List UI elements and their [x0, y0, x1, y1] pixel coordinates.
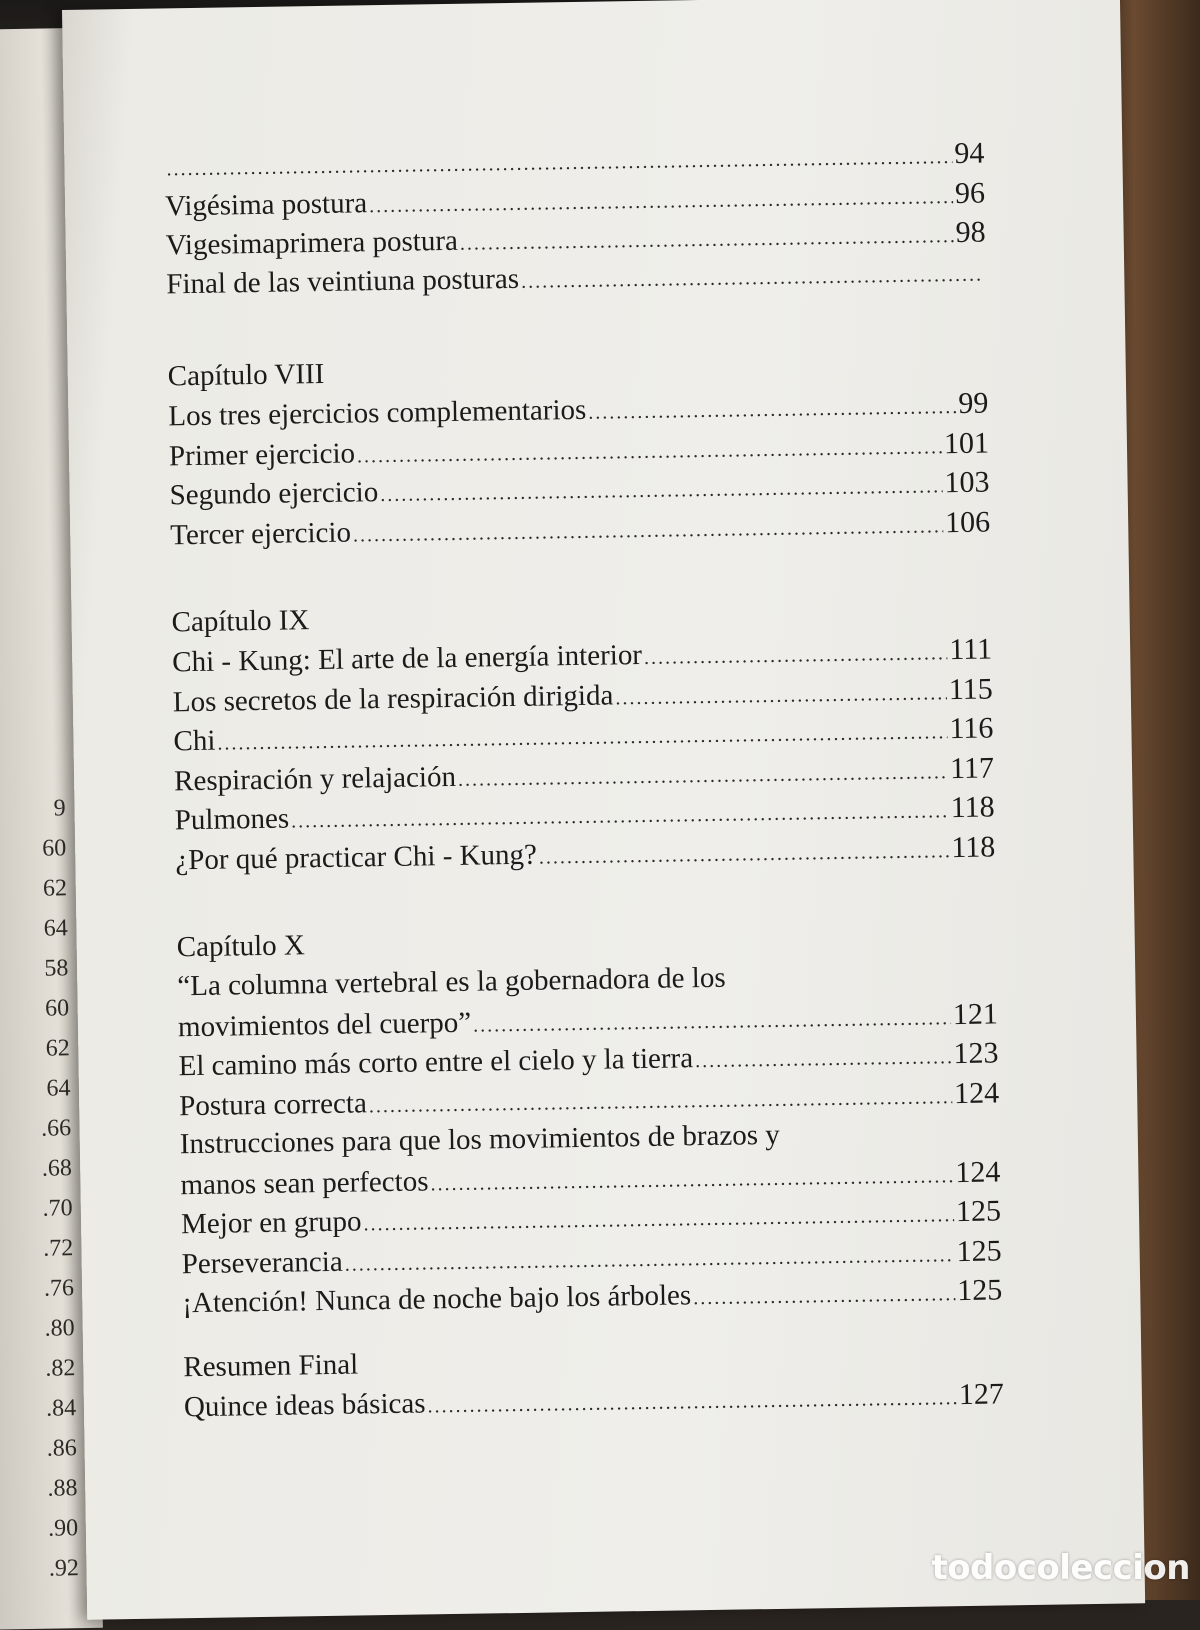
toc-page-number: 101: [943, 425, 990, 460]
toc-page-number: 116: [949, 711, 994, 746]
left-page-number: 9: [53, 795, 66, 822]
left-page-number: .90: [47, 1515, 79, 1542]
toc-entry-label-line: Instrucciones para que los movimientos de brazos y: [179, 1118, 780, 1161]
left-page-number: 64: [46, 1075, 71, 1102]
toc-entry-label: Segundo ejercicio: [169, 476, 379, 512]
left-page-number: .86: [46, 1435, 77, 1462]
toc-page-number: 98: [955, 215, 986, 249]
leader-dots: [588, 388, 957, 433]
left-page-number: .88: [47, 1475, 78, 1502]
toc-page-number: 125: [956, 1273, 1003, 1308]
leader-dots: [521, 255, 985, 302]
toc-entry-label: movimientos del cuerpo”: [177, 1006, 472, 1043]
toc-entry-label: Los secretos de la respiración dirigida: [172, 678, 614, 718]
toc-page-number: 106: [944, 504, 991, 539]
toc-entry-label: manos sean perfectos: [180, 1164, 429, 1201]
leader-dots: [353, 507, 944, 556]
toc-page-number: 99: [958, 386, 989, 420]
chapter-title: Capítulo VIII: [167, 357, 325, 393]
toc-entry-label: ¿Por qué practicar Chi - Kung?: [175, 838, 538, 876]
leader-dots: [695, 1038, 952, 1082]
toc-page-number: 125: [956, 1233, 1002, 1268]
toc-page-number: 118: [950, 790, 995, 825]
toc-entry-label: Primer ejercicio: [168, 436, 356, 472]
toc-entry-label: Perseverancia: [181, 1245, 343, 1280]
left-page-number: 64: [43, 915, 68, 942]
chapter-title: Resumen Final: [183, 1348, 359, 1383]
left-page-number: .82: [45, 1355, 76, 1382]
toc-page-number: 125: [955, 1194, 1002, 1229]
chapter-title: Capítulo X: [176, 929, 306, 964]
toc-entry-label: Los tres ejercicios complementarios: [168, 393, 587, 433]
toc-page-number: 124: [955, 1154, 1001, 1189]
toc-entry-label: Pulmones: [174, 802, 290, 837]
toc-entry-label: Tercer ejercicio: [170, 516, 352, 551]
watermark-logo: todocoleccion: [931, 1548, 1190, 1588]
book-page: [62, 0, 1145, 1620]
leader-dots: [644, 634, 948, 678]
toc-page-number: 96: [954, 176, 986, 210]
toc-page-number: 121: [952, 996, 999, 1031]
toc-entry-label: Quince ideas básicas: [183, 1386, 426, 1423]
toc-page-number: 115: [948, 671, 994, 706]
left-page-number: .76: [43, 1275, 75, 1302]
chapter-title: Capítulo IX: [171, 604, 310, 639]
toc-entry-label: Final de las veintiuna posturas: [166, 262, 520, 300]
toc-entry-label: El camino más corto entre el cielo y la tierra: [178, 1042, 694, 1083]
toc-entry-label: Chi - Kung: El arte de la energía interior: [172, 638, 643, 679]
left-page-number: .92: [48, 1555, 80, 1582]
left-page-number: .70: [42, 1195, 73, 1222]
toc-entry-label-line: “La columna vertebral es la gobernadora de los: [177, 961, 726, 1003]
left-page-number: .66: [40, 1115, 72, 1142]
toc-page-number: 123: [953, 1036, 999, 1071]
left-page-number: .72: [43, 1235, 74, 1262]
leader-dots: [615, 674, 947, 719]
toc-entry-label: Vigésima postura: [164, 186, 368, 222]
toc-page-number: 103: [944, 465, 990, 500]
toc-entry-label: Mejor en grupo: [180, 1205, 362, 1241]
toc-page-number: 127: [958, 1376, 1005, 1411]
toc-entry-label: Postura correcta: [178, 1086, 368, 1122]
left-page-number: .84: [45, 1395, 77, 1422]
left-page-number: .80: [44, 1315, 75, 1342]
table-of-contents: [164, 134, 1004, 1427]
leader-dots: [539, 832, 950, 878]
left-page-number: 60: [44, 995, 70, 1022]
left-page-number: 58: [44, 955, 69, 982]
leader-dots: [693, 1275, 956, 1319]
toc-page-number: 118: [951, 829, 996, 864]
left-page-number: 60: [42, 835, 67, 862]
toc-page-number: 117: [949, 750, 995, 785]
toc-entry-label: Chi: [173, 724, 216, 758]
toc-page-number: 111: [949, 632, 993, 667]
toc-entry-label: Respiración y relajación: [173, 760, 457, 797]
left-page-number: 62: [42, 875, 68, 902]
toc-entry-label: Vigesimaprimera postura: [165, 224, 459, 262]
left-page-number: 62: [45, 1035, 71, 1062]
toc-page-number: 94: [954, 136, 985, 170]
left-page-number: .68: [41, 1155, 73, 1182]
leader-dots: [427, 1379, 957, 1427]
toc-page-number: 124: [953, 1075, 1000, 1110]
toc-entry-label: ¡Atención! Nunca de noche bajo los árboles: [182, 1279, 692, 1320]
